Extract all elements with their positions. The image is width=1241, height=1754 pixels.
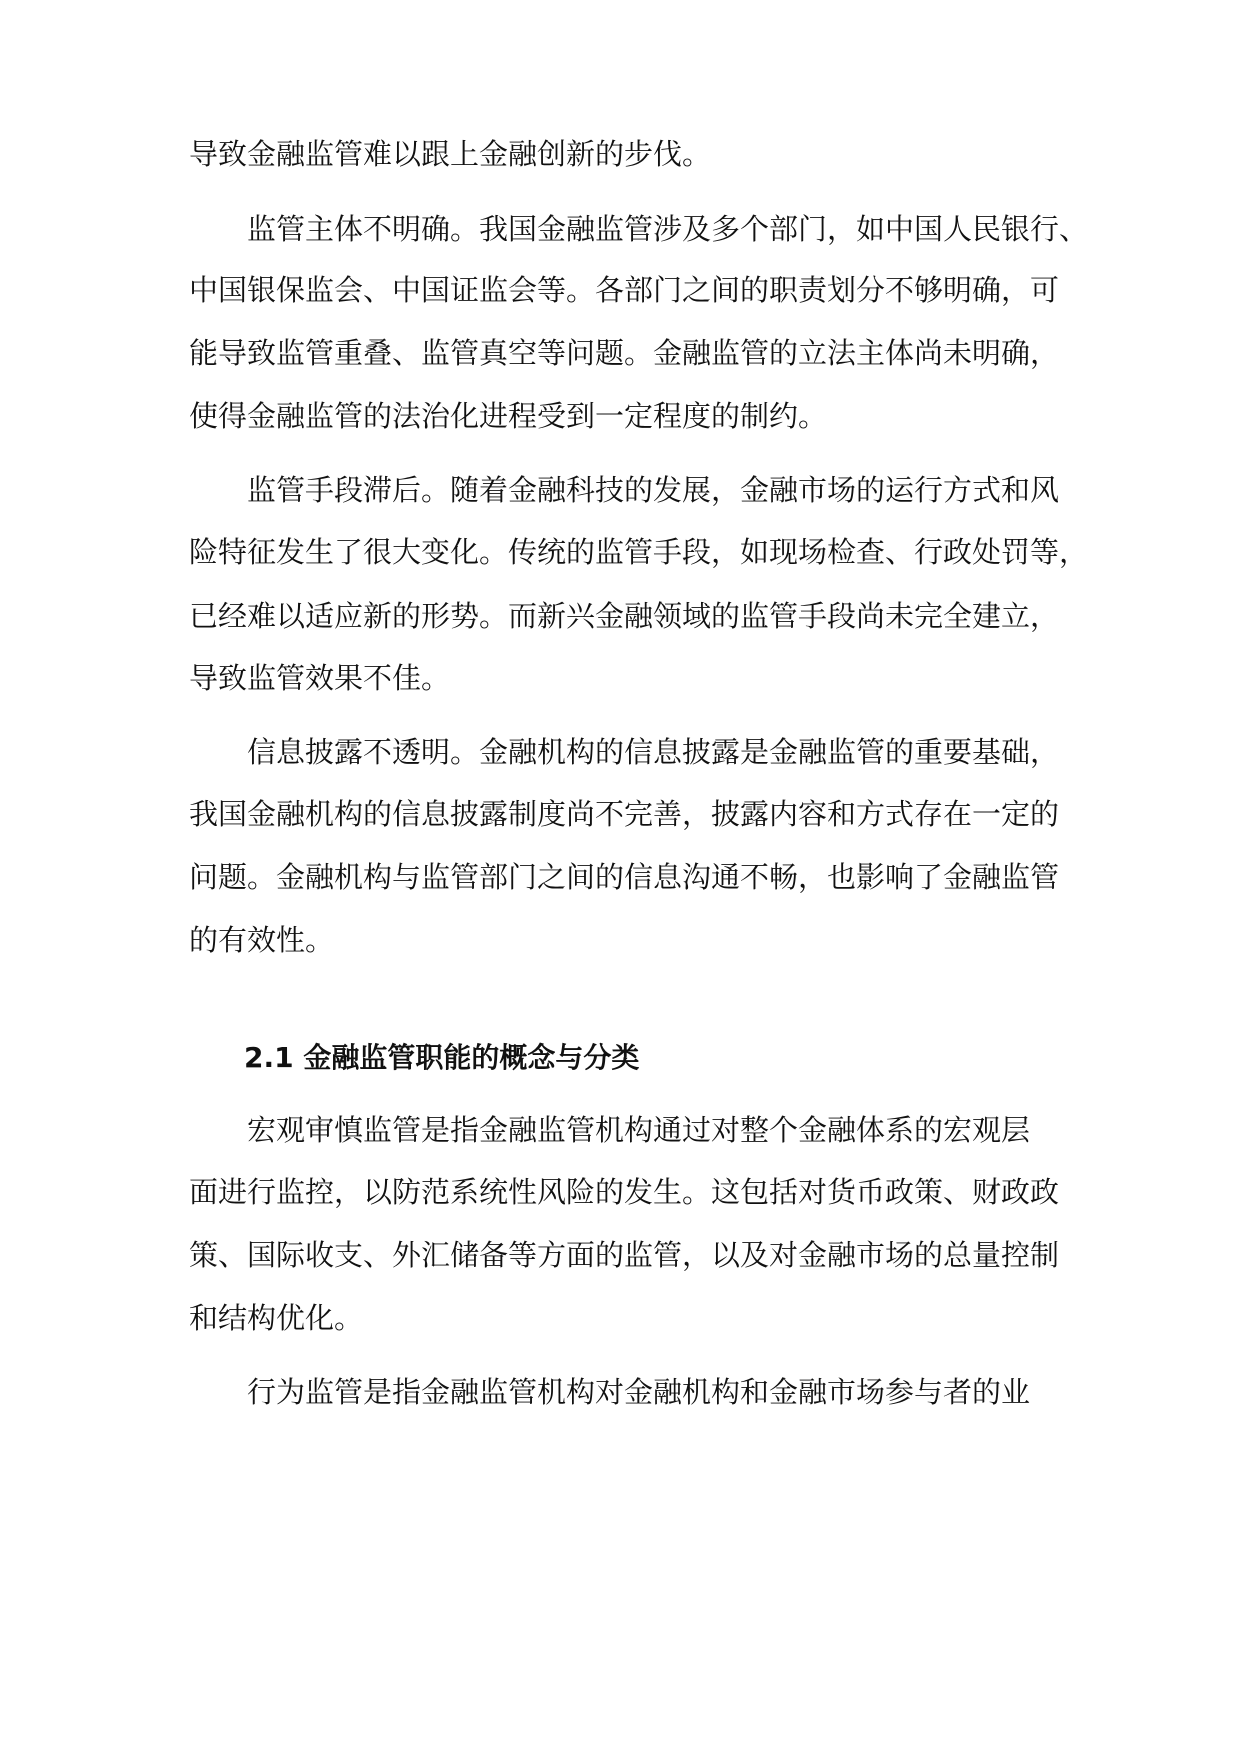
section-heading: 2.1 金融监管职能的概念与分类 xyxy=(244,1041,640,1074)
body-text-line: 策、国际收支、外汇储备等方面的监管，以及对金融市场的总量控制 xyxy=(189,1238,1060,1272)
body-text-line: 导致监管效果不佳。 xyxy=(189,661,451,695)
body-text-line: 已经难以适应新的形势。而新兴金融领域的监管手段尚未完全建立， xyxy=(189,599,1060,633)
body-text-line: 能导致监管重叠、监管真空等问题。金融监管的立法主体尚未明确， xyxy=(189,336,1060,370)
body-text-line: 使得金融监管的法治化进程受到一定程度的制约。 xyxy=(189,399,828,433)
body-text-line: 险特征发生了很大变化。传统的监管手段，如现场检查、行政处罚等， xyxy=(189,535,1089,569)
paragraph-first-line: 行为监管是指金融监管机构对金融机构和金融市场参与者的业 xyxy=(247,1375,1031,1409)
body-text-line: 和结构优化。 xyxy=(189,1301,364,1335)
body-text-line: 导致金融监管难以跟上金融创新的步伐。 xyxy=(189,137,712,171)
paragraph-first-line: 监管主体不明确。我国金融监管涉及多个部门，如中国人民银行、 xyxy=(247,212,1089,246)
paragraph-first-line: 监管手段滞后。随着金融科技的发展，金融市场的运行方式和风 xyxy=(247,473,1060,507)
body-text-line: 面进行监控，以防范系统性风险的发生。这包括对货币政策、财政政 xyxy=(189,1175,1060,1209)
paragraph-first-line: 信息披露不透明。金融机构的信息披露是金融监管的重要基础， xyxy=(247,735,1060,769)
body-text-line: 的有效性。 xyxy=(189,923,335,957)
body-text-line: 问题。金融机构与监管部门之间的信息沟通不畅，也影响了金融监管 xyxy=(189,860,1060,894)
paragraph-first-line: 宏观审慎监管是指金融监管机构通过对整个金融体系的宏观层 xyxy=(247,1113,1031,1147)
body-text-line: 中国银保监会、中国证监会等。各部门之间的职责划分不够明确，可 xyxy=(189,273,1060,307)
body-text-line: 我国金融机构的信息披露制度尚不完善，披露内容和方式存在一定的 xyxy=(189,797,1060,831)
